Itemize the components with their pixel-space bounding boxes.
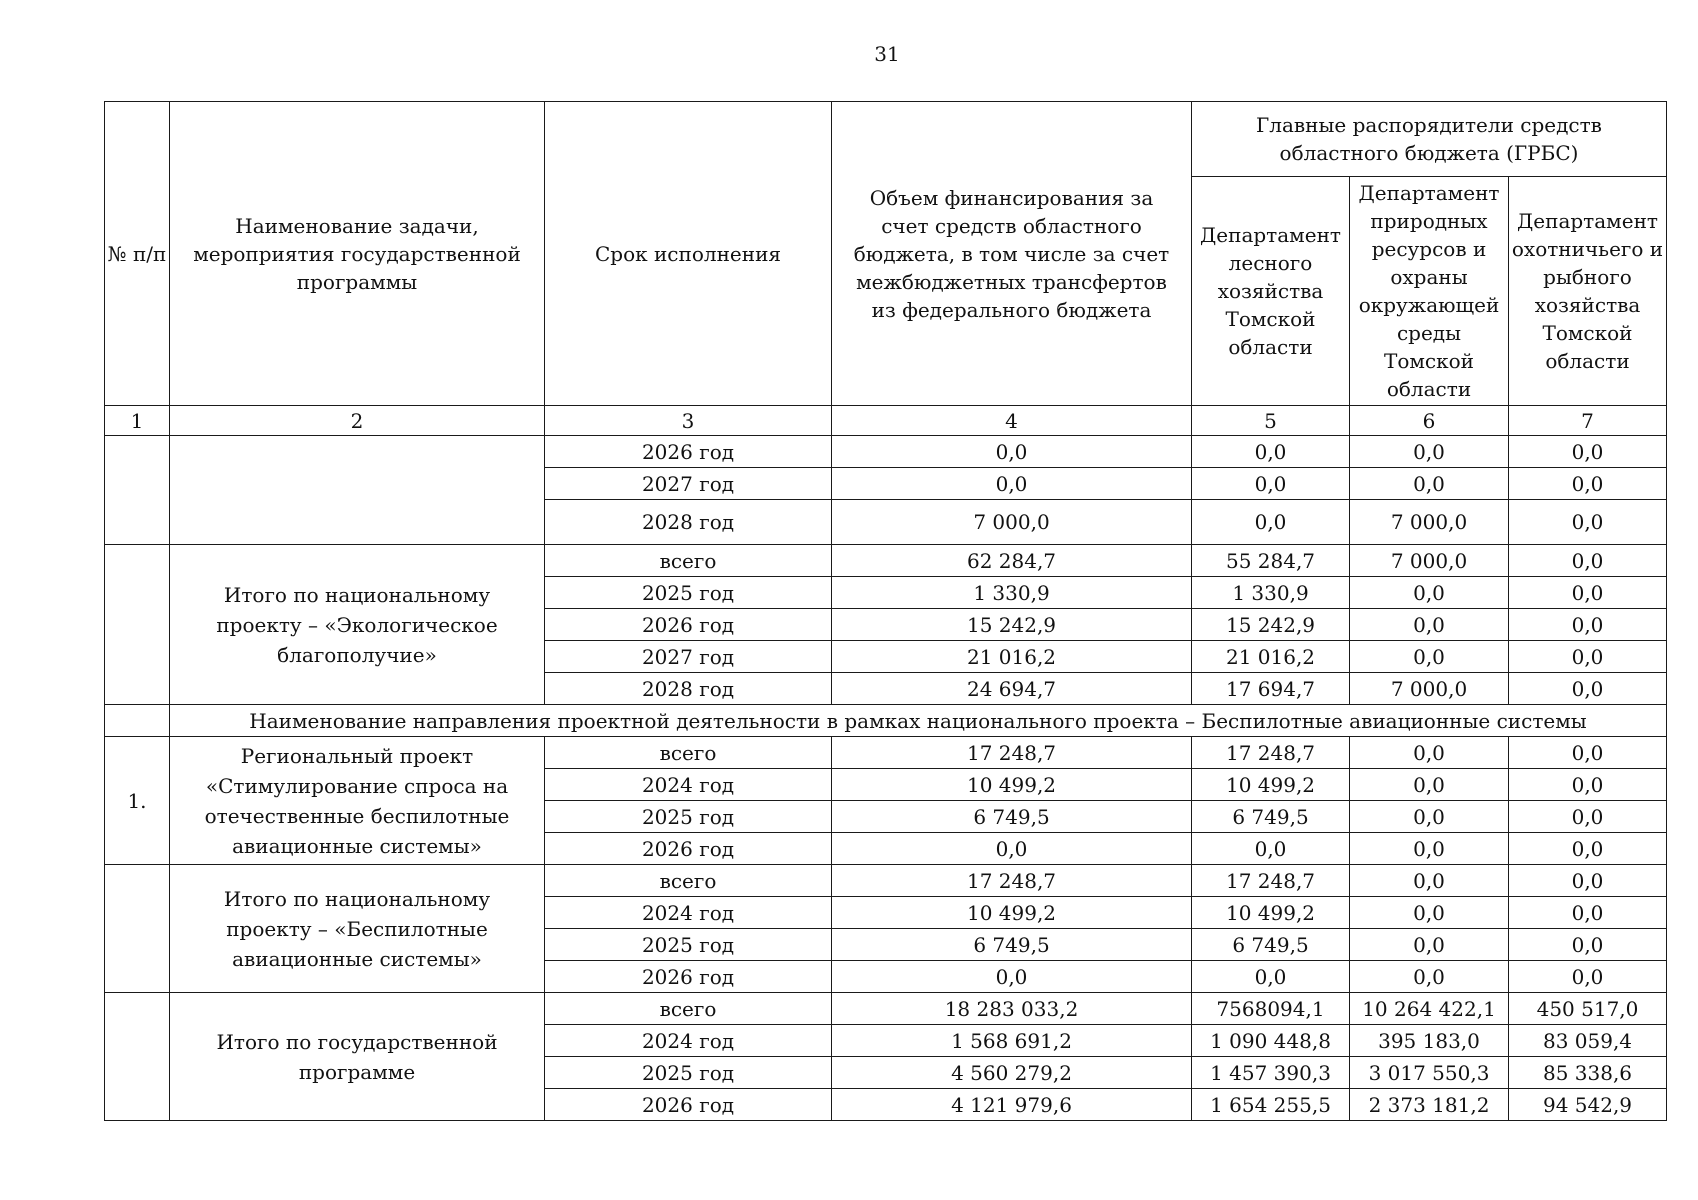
row-number-cell xyxy=(105,705,170,737)
value-cell: 21 016,2 xyxy=(1192,641,1350,673)
value-cell: 0,0 xyxy=(1509,545,1667,577)
table-row xyxy=(105,737,1667,769)
value-cell: 18 283 033,2 xyxy=(832,993,1192,1025)
header-grbs-forest: Департамент лесного хозяйства Томской области xyxy=(1192,177,1350,406)
value-cell: 0,0 xyxy=(1350,641,1509,673)
value-cell: 0,0 xyxy=(1350,577,1509,609)
column-number: 3 xyxy=(545,406,832,436)
value-cell: 0,0 xyxy=(832,833,1192,865)
value-cell: 0,0 xyxy=(832,436,1192,468)
value-cell: 83 059,4 xyxy=(1509,1025,1667,1057)
value-cell: 1 457 390,3 xyxy=(1192,1057,1350,1089)
row-name-cell xyxy=(170,436,545,545)
value-cell: 395 183,0 xyxy=(1350,1025,1509,1057)
value-cell: 0,0 xyxy=(1509,929,1667,961)
value-cell: 4 121 979,6 xyxy=(832,1089,1192,1121)
header-grbs-group: Главные распорядители средств областного бюджета (ГРБС) xyxy=(1192,102,1667,177)
value-cell: 17 248,7 xyxy=(1192,737,1350,769)
value-cell: 7568094,1 xyxy=(1192,993,1350,1025)
value-cell: 3 017 550,3 xyxy=(1350,1057,1509,1089)
value-cell: 0,0 xyxy=(1350,929,1509,961)
term-cell: 2025 год xyxy=(545,801,832,833)
term-cell: 2026 год xyxy=(545,436,832,468)
term-cell: 2024 год xyxy=(545,1025,832,1057)
term-cell: 2026 год xyxy=(545,609,832,641)
column-number: 4 xyxy=(832,406,1192,436)
budget-table xyxy=(104,101,1667,1121)
uav-total-name: Итого по национальному проекту – «Беспилотные авиационные системы» xyxy=(170,865,545,993)
program-total-name: Итого по государственной программе xyxy=(170,993,545,1121)
term-cell: 2025 год xyxy=(545,1057,832,1089)
value-cell: 15 242,9 xyxy=(832,609,1192,641)
value-cell: 0,0 xyxy=(1192,500,1350,545)
value-cell: 0,0 xyxy=(1509,961,1667,993)
value-cell: 6 749,5 xyxy=(1192,801,1350,833)
section-title: Наименование направления проектной деятельности в рамках национального проекта – Беспилотные авиационные системы xyxy=(170,705,1667,737)
value-cell: 0,0 xyxy=(1350,609,1509,641)
value-cell: 0,0 xyxy=(1350,865,1509,897)
regional-project-name: Региональный проект «Стимулирование спроса на отечественные беспилотные авиационные системы» xyxy=(170,737,545,865)
row-number-cell xyxy=(105,865,170,993)
row-number-cell xyxy=(105,545,170,705)
value-cell: 0,0 xyxy=(1509,468,1667,500)
value-cell: 4 560 279,2 xyxy=(832,1057,1192,1089)
table-row xyxy=(105,545,1667,577)
column-number: 5 xyxy=(1192,406,1350,436)
header-col-volume: Объем финансирования за счет средств областного бюджета, в том числе за счет межбюджетных трансфертов из федерального бюджета xyxy=(832,102,1192,406)
value-cell: 0,0 xyxy=(1350,737,1509,769)
column-number: 7 xyxy=(1509,406,1667,436)
column-number: 1 xyxy=(105,406,170,436)
value-cell: 10 264 422,1 xyxy=(1350,993,1509,1025)
value-cell: 10 499,2 xyxy=(1192,769,1350,801)
value-cell: 0,0 xyxy=(1509,833,1667,865)
column-number: 6 xyxy=(1350,406,1509,436)
value-cell: 1 330,9 xyxy=(1192,577,1350,609)
row-number-cell xyxy=(105,993,170,1121)
value-cell: 7 000,0 xyxy=(832,500,1192,545)
column-number-row xyxy=(105,406,1667,436)
regional-project-number: 1. xyxy=(105,737,170,865)
value-cell: 17 248,7 xyxy=(832,865,1192,897)
value-cell: 21 016,2 xyxy=(832,641,1192,673)
header-col-term: Срок исполнения xyxy=(545,102,832,406)
value-cell: 15 242,9 xyxy=(1192,609,1350,641)
value-cell: 7 000,0 xyxy=(1350,545,1509,577)
value-cell: 0,0 xyxy=(1509,436,1667,468)
value-cell: 0,0 xyxy=(832,468,1192,500)
value-cell: 17 248,7 xyxy=(1192,865,1350,897)
page-number: 31 xyxy=(874,42,900,66)
value-cell: 94 542,9 xyxy=(1509,1089,1667,1121)
value-cell: 1 090 448,8 xyxy=(1192,1025,1350,1057)
value-cell: 17 694,7 xyxy=(1192,673,1350,705)
term-cell: 2025 год xyxy=(545,577,832,609)
header-grbs-nature: Департамент природных ресурсов и охраны окружающей среды Томской области xyxy=(1350,177,1509,406)
value-cell: 85 338,6 xyxy=(1509,1057,1667,1089)
value-cell: 1 654 255,5 xyxy=(1192,1089,1350,1121)
term-cell: 2024 год xyxy=(545,769,832,801)
value-cell: 0,0 xyxy=(1509,769,1667,801)
value-cell: 10 499,2 xyxy=(1192,897,1350,929)
term-cell: 2024 год xyxy=(545,897,832,929)
term-cell: 2027 год xyxy=(545,641,832,673)
value-cell: 0,0 xyxy=(1509,737,1667,769)
value-cell: 10 499,2 xyxy=(832,897,1192,929)
value-cell: 1 330,9 xyxy=(832,577,1192,609)
value-cell: 0,0 xyxy=(1192,468,1350,500)
value-cell: 55 284,7 xyxy=(1192,545,1350,577)
value-cell: 0,0 xyxy=(1350,769,1509,801)
value-cell: 62 284,7 xyxy=(832,545,1192,577)
term-cell: 2028 год xyxy=(545,500,832,545)
term-cell: 2025 год xyxy=(545,929,832,961)
value-cell: 0,0 xyxy=(1350,961,1509,993)
value-cell: 1 568 691,2 xyxy=(832,1025,1192,1057)
value-cell: 0,0 xyxy=(1350,468,1509,500)
header-col-name: Наименование задачи, мероприятия государственной программы xyxy=(170,102,545,406)
value-cell: 0,0 xyxy=(1509,641,1667,673)
column-number: 2 xyxy=(170,406,545,436)
value-cell: 6 749,5 xyxy=(1192,929,1350,961)
table-row xyxy=(105,993,1667,1025)
value-cell: 0,0 xyxy=(1350,436,1509,468)
term-cell: 2028 год xyxy=(545,673,832,705)
value-cell: 0,0 xyxy=(1192,961,1350,993)
table-row xyxy=(105,436,1667,468)
value-cell: 6 749,5 xyxy=(832,929,1192,961)
term-cell: всего xyxy=(545,545,832,577)
row-number-cell xyxy=(105,436,170,545)
value-cell: 450 517,0 xyxy=(1509,993,1667,1025)
value-cell: 0,0 xyxy=(1509,673,1667,705)
value-cell: 0,0 xyxy=(1509,865,1667,897)
header-grbs-hunting: Департамент охотничьего и рыбного хозяйства Томской области xyxy=(1509,177,1667,406)
term-cell: 2026 год xyxy=(545,833,832,865)
value-cell: 0,0 xyxy=(1509,897,1667,929)
value-cell: 24 694,7 xyxy=(832,673,1192,705)
table-row xyxy=(105,865,1667,897)
header-col-num: № п/п xyxy=(105,102,170,406)
term-cell: 2026 год xyxy=(545,1089,832,1121)
value-cell: 0,0 xyxy=(1509,609,1667,641)
eco-total-name: Итого по национальному проекту – «Экологическое благополучие» xyxy=(170,545,545,705)
section-row xyxy=(105,705,1667,737)
term-cell: 2026 год xyxy=(545,961,832,993)
value-cell: 0,0 xyxy=(1192,436,1350,468)
value-cell: 6 749,5 xyxy=(832,801,1192,833)
value-cell: 10 499,2 xyxy=(832,769,1192,801)
value-cell: 0,0 xyxy=(1509,577,1667,609)
value-cell: 0,0 xyxy=(1350,897,1509,929)
value-cell: 0,0 xyxy=(832,961,1192,993)
value-cell: 0,0 xyxy=(1350,801,1509,833)
value-cell: 0,0 xyxy=(1350,833,1509,865)
value-cell: 7 000,0 xyxy=(1350,673,1509,705)
value-cell: 2 373 181,2 xyxy=(1350,1089,1509,1121)
value-cell: 0,0 xyxy=(1509,801,1667,833)
value-cell: 0,0 xyxy=(1509,500,1667,545)
term-cell: всего xyxy=(545,737,832,769)
value-cell: 7 000,0 xyxy=(1350,500,1509,545)
value-cell: 0,0 xyxy=(1192,833,1350,865)
term-cell: 2027 год xyxy=(545,468,832,500)
value-cell: 17 248,7 xyxy=(832,737,1192,769)
term-cell: всего xyxy=(545,865,832,897)
term-cell: всего xyxy=(545,993,832,1025)
